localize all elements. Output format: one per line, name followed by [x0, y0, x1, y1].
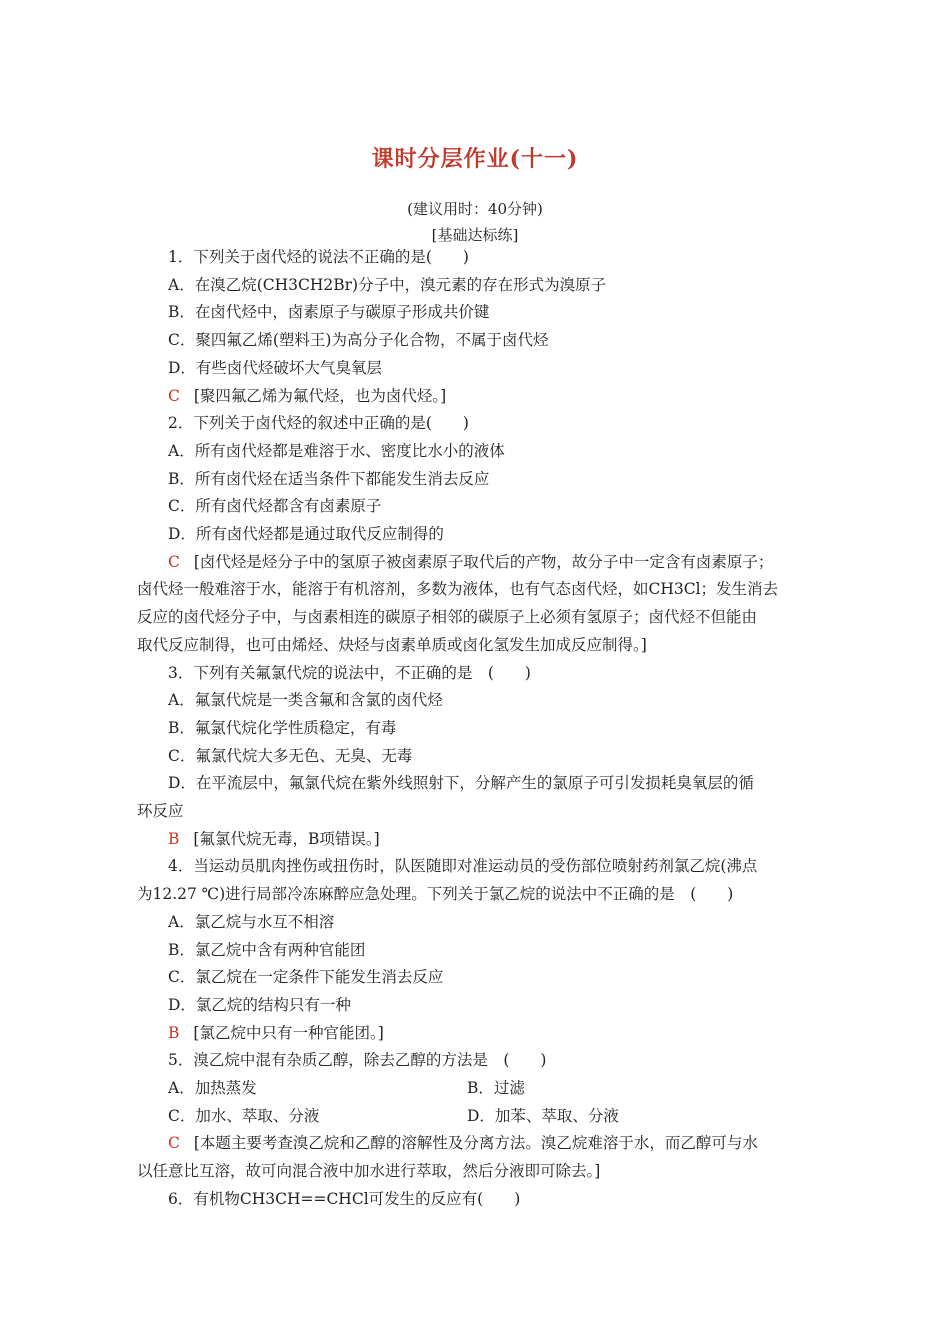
answer-letter: C — [168, 1134, 180, 1153]
text-line — [137, 579, 817, 599]
text-line — [137, 607, 817, 627]
text-line — [168, 247, 848, 267]
answer-line — [168, 1023, 848, 1043]
line-text: 3．下列有关氟氯代烷的说法中，不正确的是 ( ) — [168, 663, 531, 682]
line-text: B．氯乙烷中含有两种官能团 — [168, 940, 366, 959]
line-text: A．氟氯代烷是一类含氟和含氯的卤代烃 — [168, 691, 443, 710]
line-text: D．所有卤代烃都是通过取代反应制得的 — [168, 525, 444, 543]
line-text: 环反应 — [137, 802, 184, 820]
line-text: [本题主要考查溴乙烷和乙醇的溶解性及分离方法。溴乙烷难溶于水，而乙醇可与水 — [193, 1134, 758, 1153]
answer-line — [168, 552, 848, 572]
text-line — [168, 746, 848, 766]
text-line — [168, 912, 848, 932]
line-text: [氯乙烷中只有一种官能团。] — [193, 1023, 384, 1042]
line-text: B．氟氯代烷化学性质稳定，有毒 — [168, 718, 397, 737]
text-line — [168, 1078, 848, 1098]
text-line — [168, 967, 848, 987]
answer-line — [168, 386, 848, 406]
text-line — [168, 940, 848, 960]
line-text: C．所有卤代烃都含有卤素原子 — [168, 497, 382, 516]
text-line — [168, 718, 848, 738]
text-line — [168, 1189, 848, 1209]
line-text: [卤代烃是烃分子中的氢原子被卤素原子取代后的产物，故分子中一定含有卤素原子； — [193, 552, 774, 571]
line-text: A．加热蒸发 — [168, 1079, 257, 1097]
line-text: A．氯乙烷与水互不相溶 — [168, 912, 335, 931]
text-line — [168, 995, 848, 1015]
line-text: 6．有机物CH3CH==CHCl可发生的反应有( ) — [168, 1189, 521, 1208]
line-text: B．在卤代烃中，卤素原子与碳原子形成共价键 — [168, 303, 490, 322]
text-line — [168, 441, 848, 461]
line-text: 5．溴乙烷中混有杂质乙醇，除去乙醇的方法是 ( ) — [168, 1051, 547, 1070]
text-line — [168, 690, 848, 710]
text-line — [168, 856, 848, 876]
answer-letter: C — [168, 552, 180, 571]
text-line — [168, 663, 848, 683]
text-line — [168, 1106, 848, 1126]
line-text: 4．当运动员肌肉挫伤或扭伤时，队医随即对准运动员的受伤部位喷射药剂氯乙烷(沸点 — [168, 857, 758, 876]
text-line — [168, 302, 848, 322]
line-text: B．所有卤代烃在适当条件下都能发生消去反应 — [168, 469, 490, 488]
text-line — [137, 635, 817, 655]
line-text: [氟氯代烷无毒，B项错误。] — [193, 829, 380, 848]
page-title: 课时分层作业(十一) — [371, 146, 579, 172]
text-line — [137, 801, 817, 821]
text-line — [168, 469, 848, 489]
answer-letter: B — [168, 1023, 180, 1042]
line-text: A．所有卤代烃都是难溶于水、密度比水小的液体 — [168, 441, 505, 460]
answer-line — [168, 1133, 848, 1153]
line-text: A．在溴乙烷(CH3CH2Br)分子中，溴元素的存在形式为溴原子 — [168, 275, 607, 294]
text-line — [168, 358, 848, 378]
option-second-column: D．加苯、萃取、分液 — [467, 1106, 619, 1125]
text-line — [168, 773, 848, 793]
line-text: 卤代烃一般难溶于水，能溶于有机溶剂，多数为液体，也有气态卤代烃，如CH3Cl；发生消去 — [137, 580, 779, 599]
text-line — [168, 496, 848, 516]
line-text: 以任意比互溶，故可向混合液中加水进行萃取，然后分液即可除去。] — [137, 1162, 601, 1181]
line-text: C．氟氯代烷大多无色、无臭、无毒 — [168, 746, 413, 765]
line-text: D．氯乙烷的结构只有一种 — [168, 995, 351, 1014]
line-text: 取代反应制得，也可由烯烃、炔烃与卤素单质或卤化氢发生加成反应制得。] — [137, 635, 647, 654]
text-line — [168, 275, 848, 295]
line-text: 2．下列关于卤代烃的叙述中正确的是( ) — [168, 414, 469, 433]
text-line — [168, 1050, 848, 1070]
text-line — [137, 1161, 817, 1181]
text-line — [168, 330, 848, 350]
line-text: D．在平流层中，氟氯代烷在紫外线照射下，分解产生的氯原子可引发损耗臭氧层的循 — [168, 774, 754, 793]
text-line — [137, 884, 817, 904]
text-line — [168, 413, 848, 433]
answer-line — [168, 829, 848, 849]
text-line — [168, 524, 848, 544]
answer-letter: C — [168, 386, 180, 405]
option-second-column: B．过滤 — [467, 1079, 525, 1097]
answer-letter: B — [168, 829, 180, 848]
line-text: [聚四氟乙烯为氟代烃，也为卤代烃。] — [193, 386, 447, 405]
time-hint: (建议用时：40分钟) — [407, 200, 543, 218]
line-text: 1．下列关于卤代烃的说法不正确的是( ) — [168, 248, 469, 266]
line-text: C．加水、萃取、分液 — [168, 1106, 320, 1125]
line-text: 为12.27 ℃)进行局部冷冻麻醉应急处理。下列关于氯乙烷的说法中不正确的是 ( ) — [137, 885, 734, 904]
line-text: C．氯乙烷在一定条件下能发生消去反应 — [168, 968, 444, 987]
line-text: D．有些卤代烃破坏大气臭氧层 — [168, 358, 382, 377]
line-text: 反应的卤代烃分子中，与卤素相连的碳原子相邻的碳原子上必须有氢原子；卤代烃不但能由 — [137, 608, 758, 627]
section-heading: [基础达标练] — [431, 226, 519, 244]
line-text: C．聚四氟乙烯(塑料王)为高分子化合物，不属于卤代烃 — [168, 331, 549, 350]
